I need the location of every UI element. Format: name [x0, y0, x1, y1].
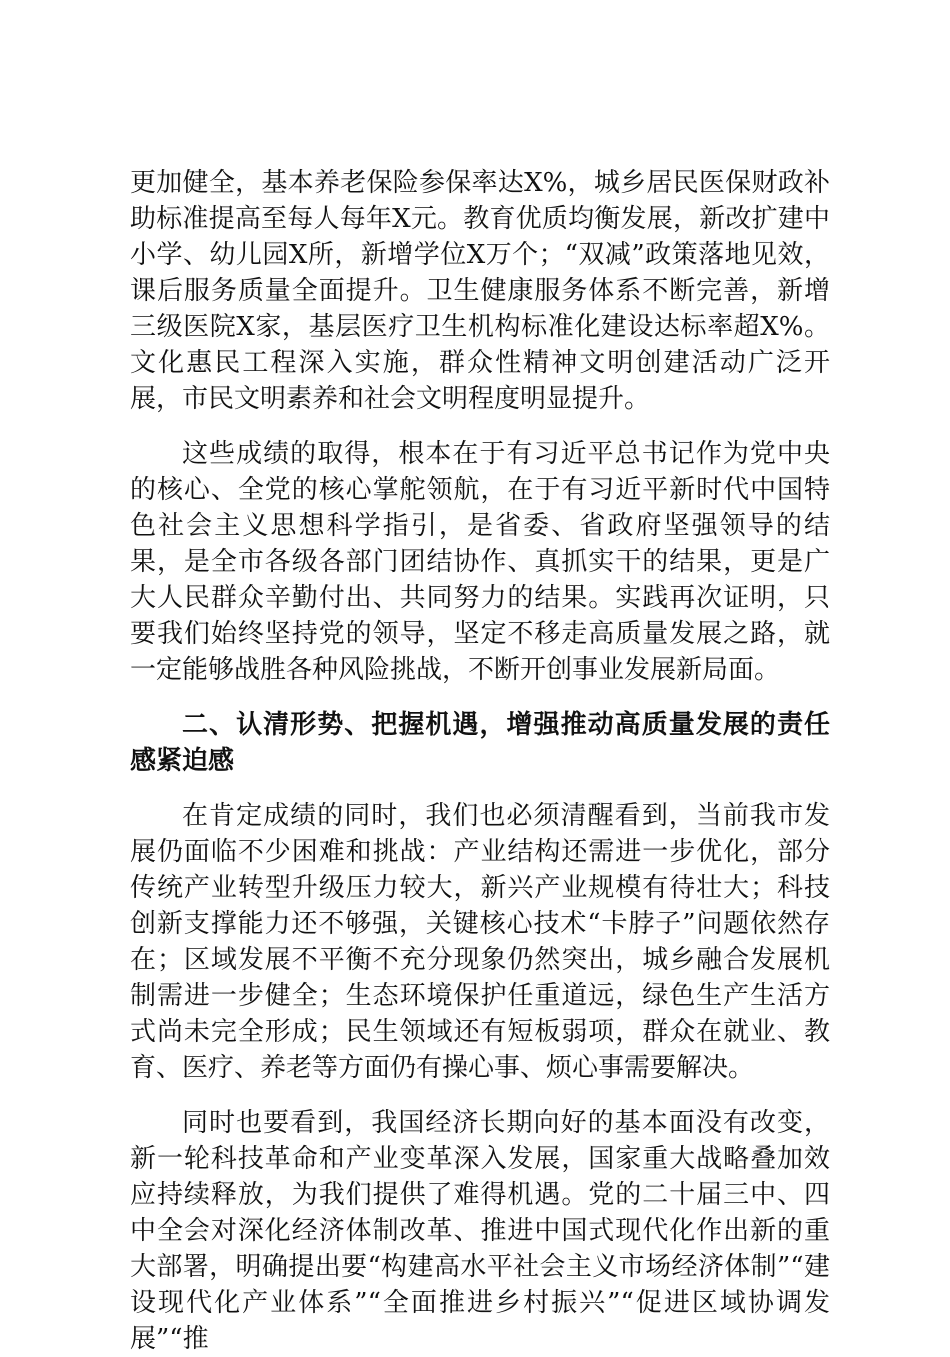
- section-heading: 二、认清形势、把握机遇，增强推动高质量发展的责任感紧迫感: [130, 710, 830, 776]
- paragraph-spacer: [130, 779, 830, 798]
- paragraph-social-services: 更加健全，基本养老保险参保率达X%，城乡居民医保财政补助标准提高至每人每年X元。教育优质均衡发展，新改扩建中小学、幼儿园X所，新增学位X万个；“双减”政策落地见效，课后服务质量全面提升。卫生健康服务体系不断完善，新增三级医院X家，基层医疗卫生机构标准化建设达标率超X%。文化惠民工程深入实施，群众性精神文明创建活动广泛开展，市民文明素养和社会文明程度明显提升。: [130, 168, 830, 414]
- document-body: [130, 165, 830, 1357]
- paragraph-spacer: [130, 688, 830, 707]
- paragraph-spacer: [130, 417, 830, 436]
- paragraph-spacer: [130, 1086, 830, 1105]
- paragraph-opportunities: 同时也要看到，我国经济长期向好的基本面没有改变，新一轮科技革命和产业变革深入发展，国家重大战略叠加效应持续释放，为我们提供了难得机遇。党的二十届三中、四中全会对深化经济体制改革、推进中国式现代化作出新的重大部署，明确提出要“构建高水平社会主义市场经济体制”“建设现代化产业体系”“全面推进乡村振兴”“促进区域协调发展”“推: [130, 1108, 830, 1354]
- paragraph-challenges: 在肯定成绩的同时，我们也必须清醒看到，当前我市发展仍面临不少困难和挑战：产业结构还需进一步优化，部分传统产业转型升级压力较大，新兴产业规模有待壮大；科技创新支撑能力还不够强，关键核心技术“卡脖子”问题依然存在；区域发展不平衡不充分现象仍然突出，城乡融合发展机制需进一步健全；生态环境保护任重道远，绿色生产生活方式尚未完全形成；民生领域还有短板弱项，群众在就业、教育、医疗、养老等方面仍有操心事、烦心事需要解决。: [130, 801, 830, 1083]
- paragraph-achievements-reason: 这些成绩的取得，根本在于有习近平总书记作为党中央的核心、全党的核心掌舵领航，在于有习近平新时代中国特色社会主义思想科学指引，是省委、省政府坚强领导的结果，是全市各级各部门团结协作、真抓实干的结果，更是广大人民群众辛勤付出、共同努力的结果。实践再次证明，只要我们始终坚持党的领导，坚定不移走高质量发展之路，就一定能够战胜各种风险挑战，不断开创事业发展新局面。: [130, 439, 830, 685]
